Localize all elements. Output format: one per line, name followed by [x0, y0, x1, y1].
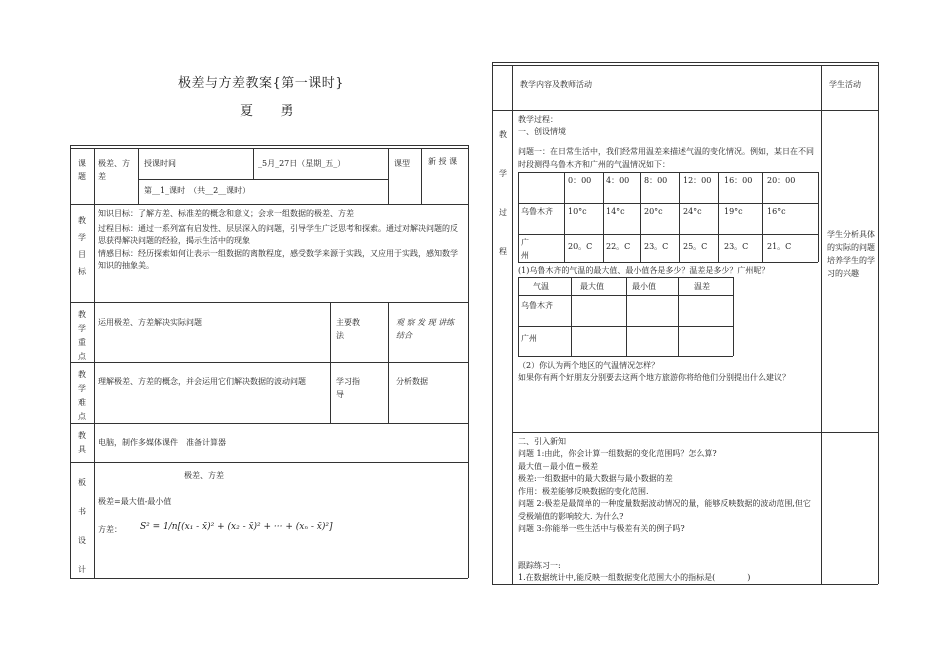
difficulty-value: 理解极差、方差的概念，并会运用它们解决数据的波动问题 [98, 377, 306, 386]
process-label: 教学过程 [499, 130, 507, 256]
board-label: 板书设计 [78, 478, 86, 574]
problem-1: 问题 1:由此，你会计算一组数据的变化范围吗？怎么算? [518, 449, 717, 458]
stat-row-label: 乌鲁木齐 [521, 301, 553, 310]
question-1-sub-2: （2）你认为两个地区的气温情况怎样？ [518, 361, 660, 370]
board-range-formula: 极差=最大值-最小值 [98, 497, 172, 506]
type-label: 课型 [394, 159, 410, 168]
temp-cell: 25。C [683, 242, 708, 251]
question-1-sub-1: (1)乌鲁木齐的气温的最大值、最小值各是多少？温差是多少？广州呢？ [518, 266, 770, 275]
time-header: 0：00 [568, 176, 592, 185]
student-header: 学生活动 [829, 80, 861, 89]
time-header: 4：00 [606, 176, 630, 185]
section-2-lines [518, 448, 816, 536]
temp-cell: 24°c [683, 207, 702, 216]
goals-list [98, 208, 462, 273]
tools-label: 教具 [78, 431, 86, 454]
time-header: 20：00 [767, 176, 796, 185]
stat-header: 最大值 [580, 282, 604, 291]
board-variance-label: 方差： [98, 525, 122, 534]
temp-cell: 16°c [767, 207, 786, 216]
problem-3: 问题 3:你能举一些生活中与极差有关的例子吗? [518, 524, 685, 533]
temp-cell: 14°c [606, 207, 625, 216]
topic-value: 极差、方差 [98, 159, 130, 181]
board-title: 极差、方差 [184, 471, 224, 480]
lesson-date: _5月_27日（星期_五_） [258, 159, 346, 168]
problem-2: 问题 2:极差是最简单的一种度量数据波动情况的量，能够反映数据的波动范围,但它受极端值的影响较大. 为什么? [518, 499, 811, 521]
range-meaning: 极差:一组数据中的最大数据与最小数据的差 [518, 474, 673, 483]
stat-header: 气温 [533, 282, 549, 291]
content-header: 教学内容及教师活动 [520, 80, 592, 89]
goals-label: 教学目标 [78, 216, 86, 276]
focus-label: 教学重点 [78, 310, 86, 361]
variance-formula: S² = 1/n[(x₁ - x̄)² + (x₂ - x̄)² + ··· + (xₙ - x̄)²] [140, 522, 333, 532]
range-definition: 最大值－最小值＝极差 [518, 461, 598, 471]
time-label: 授课时间 [144, 159, 176, 168]
time-header: 8：00 [644, 176, 668, 185]
section-1-heading: 一、创设情境 [518, 127, 566, 136]
page-title: 极差与方差教案{第一课时} [178, 76, 345, 91]
method-value: 观 察 发 现 讲练结合 [396, 318, 455, 340]
goal-knowledge: 知识目标：了解方差、标准差的概念和意义；会求一组数据的极差、方差 [98, 209, 354, 218]
temp-cell: 22。C [606, 242, 631, 251]
topic-label: 课题 [78, 159, 86, 181]
difficulty-label: 教学难点 [78, 370, 86, 421]
city-guangzhou: 广州 [521, 238, 529, 260]
student-activity-note: 学生分析具体的实际的问题培养学生的学习的兴趣 [827, 230, 875, 278]
temp-cell: 23。C [724, 242, 749, 251]
tools-value: 电脑，制作多媒体课件 准备计算器 [98, 438, 226, 447]
goal-process: 过程目标：通过一系列富有启发性、层层深入的问题，引导学生广泛思考和探索。通过对解决问题的反思获得解决问题的经验，揭示生活中的现象 [98, 223, 458, 245]
study-label: 学习指导 [336, 377, 360, 399]
goal-emotion: 情感目标：经历探索如何让表示一组数据的离散程度，感受数学来源于实践，又应用于实践，感知数学知识的抽象美。 [98, 248, 458, 270]
city-urumqi: 乌鲁木齐 [521, 207, 553, 216]
author: 夏 勇 [240, 104, 295, 119]
stat-header: 温差 [694, 282, 710, 291]
temp-cell: 21。C [767, 242, 792, 251]
question-1: 问题一：在日常生活中，我们经常用温差来描述气温的变化情况。例如，某日在不同时段测得乌鲁木齐和广州的气温情况如下： [518, 147, 814, 169]
temp-cell: 20°c [644, 207, 663, 216]
temp-cell: 19°c [724, 207, 743, 216]
question-1-sub-3: 如果你有两个好朋友分别要去这两个地方旅游你将给他们分别提出什么建议？ [518, 373, 790, 382]
range-use: 作用：极差能够反映数据的变化范围. [518, 486, 649, 496]
practice-heading: 跟踪练习一: [518, 561, 561, 570]
lesson-period: 第__1_课时 （共__2__课时） [144, 186, 251, 195]
practice-question-1: 1.在数据统计中,能反映一组数据变化范围大小的指标是( ) [518, 573, 751, 582]
temp-cell: 23。C [644, 242, 669, 251]
stat-header: 最小值 [632, 282, 656, 291]
time-header: 12：00 [683, 176, 712, 185]
stat-row-label: 广州 [521, 334, 537, 343]
type-value: 新 授 课 [428, 157, 458, 166]
process-title: 教学过程： [518, 115, 558, 124]
temp-cell: 20。C [568, 242, 593, 251]
section-2-heading: 二、引入新知 [518, 437, 566, 446]
temp-cell: 10°c [568, 207, 587, 216]
time-header: 16：00 [724, 176, 753, 185]
method-label: 主要教法 [336, 318, 360, 340]
study-value: 分析数据 [396, 377, 428, 386]
focus-value: 运用极差、方差解决实际问题 [98, 318, 202, 327]
